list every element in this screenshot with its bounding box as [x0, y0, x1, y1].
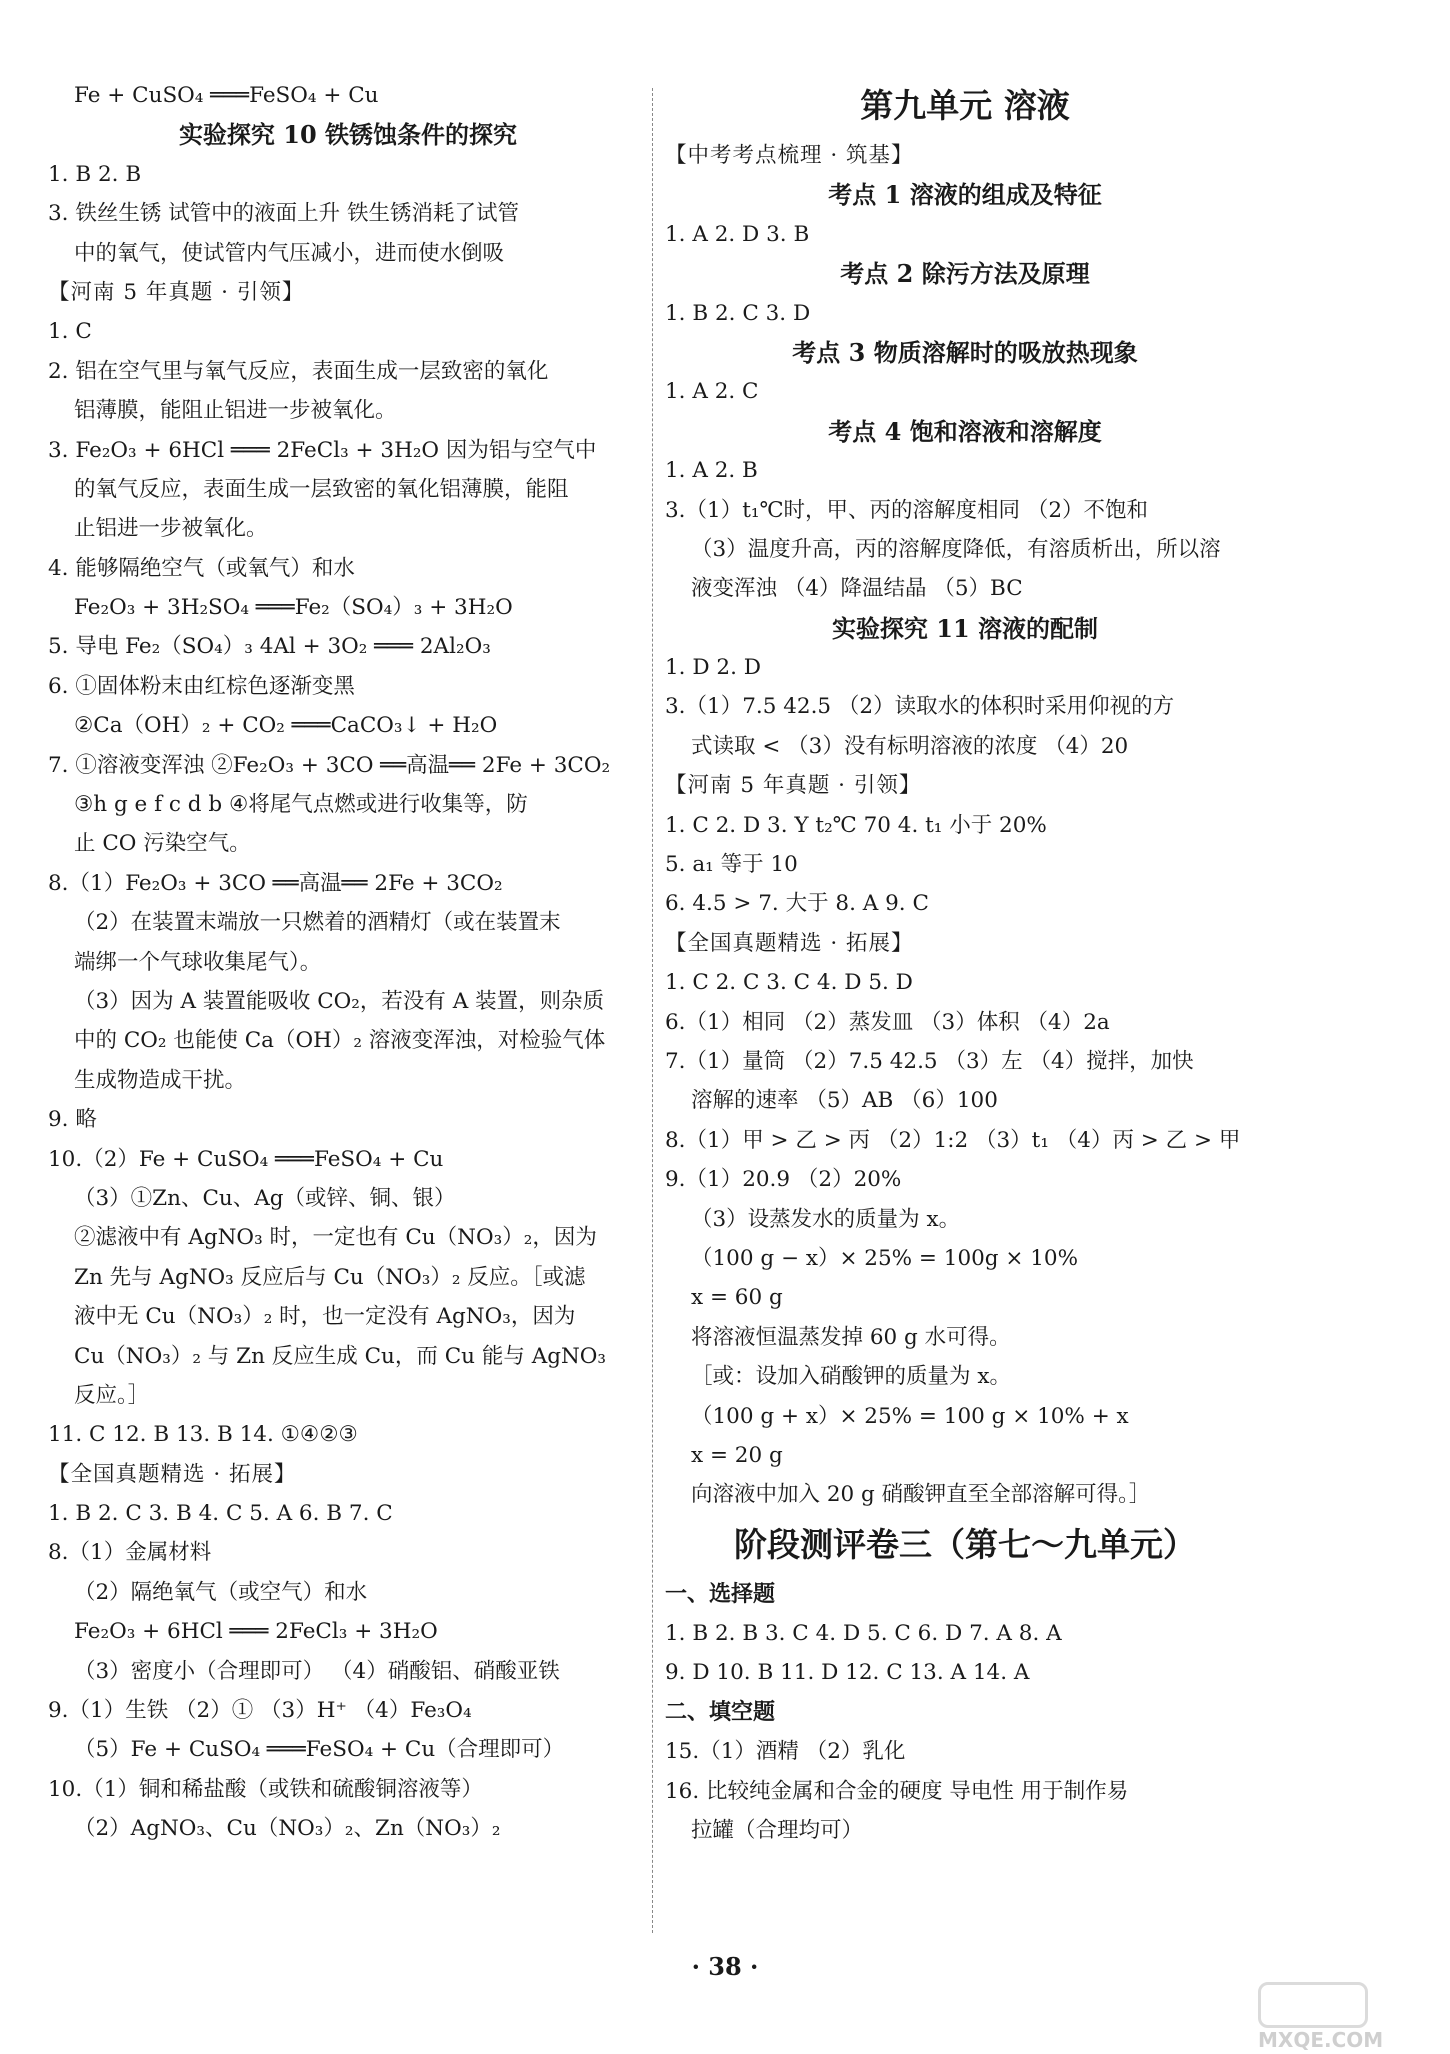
answer-line: 考点 1 溶液的组成及特征: [828, 180, 1102, 210]
answer-line: 1. B 2. C 3. B 4. C 5. A 6. B 7. C: [48, 1501, 393, 1527]
answer-line: 第九单元 溶液: [860, 86, 1070, 125]
answer-line: 溶解的速率 （5）AB （6）100: [691, 1088, 998, 1114]
watermark-text: MXQE.COM: [1258, 2028, 1384, 2052]
answer-line: 【全国真题精选 · 拓展】: [665, 930, 914, 956]
answer-line: 8.（1）金属材料: [48, 1540, 212, 1566]
answer-line: 1. C 2. C 3. C 4. D 5. D: [665, 970, 913, 996]
answer-line: 中的 CO₂ 也能使 Ca（OH）₂ 溶液变浑浊，对检验气体: [74, 1028, 606, 1054]
answer-line: 9. D 10. B 11. D 12. C 13. A 14. A: [665, 1660, 1030, 1686]
answer-line: （3）密度小（合理即可） （4）硝酸铝、硝酸亚铁: [74, 1658, 560, 1684]
answer-line: ②Ca（OH）₂ + CO₂ ═══CaCO₃↓ + H₂O: [74, 713, 498, 739]
answer-line: 4. 能够隔绝空气（或氧气）和水: [48, 555, 355, 581]
answer-line: 3. Fe₂O₃ + 6HCl ═══ 2FeCl₃ + 3H₂O 因为铝与空气中: [48, 437, 597, 463]
answer-line: ②滤液中有 AgNO₃ 时，一定也有 Cu（NO₃）₂，因为: [74, 1225, 597, 1251]
answer-line: 9. 略: [48, 1107, 97, 1133]
answer-line: 止 CO 污染空气。: [74, 831, 251, 857]
answer-line: 6. 4.5 > 7. 大于 8. A 9. C: [665, 891, 929, 917]
answer-line: 1. A 2. D 3. B: [665, 221, 810, 247]
answer-line: 实验探究 10 铁锈蚀条件的探究: [178, 120, 518, 150]
answer-line: 实验探究 11 溶液的配制: [831, 613, 1099, 643]
answer-line: 式读取 < （3）没有标明溶液的浓度 （4）20: [691, 733, 1129, 759]
answer-line: 的氧气反应，表面生成一层致密的氧化铝薄膜，能阻: [74, 476, 569, 502]
answer-line: 15.（1）酒精 （2）乳化: [665, 1739, 906, 1765]
answer-line: 5. a₁ 等于 10: [665, 852, 798, 878]
answer-line: （3）因为 A 装置能吸收 CO₂，若没有 A 装置，则杂质: [74, 988, 605, 1014]
answer-stamp-icon: [1258, 1982, 1368, 2028]
answer-line: 【河南 5 年真题 · 引领】: [665, 773, 922, 799]
left-column: [48, 76, 648, 1849]
answer-line: 中的氧气，使试管内气压减小，进而使水倒吸: [74, 240, 505, 266]
answer-line: 10.（2）Fe + CuSO₄ ═══FeSO₄ + Cu: [48, 1146, 444, 1172]
answer-line: （2）在装置末端放一只燃着的酒精灯（或在装置末: [74, 910, 561, 936]
answer-line: 1. C 2. D 3. Y t₂℃ 70 4. t₁ 小于 20%: [665, 812, 1047, 838]
answer-line: 6. ①固体粉末由红棕色逐渐变黑: [48, 673, 355, 699]
answer-line: 8.（1）甲 > 乙 > 丙 （2）1:2 （3）t₁ （4）丙 > 乙 > 甲: [665, 1127, 1241, 1153]
answer-line: 一、选择题: [665, 1580, 776, 1607]
answer-line: 止铝进一步被氧化。: [74, 516, 268, 542]
answer-line: 铝薄膜，能阻止铝进一步被氧化。: [74, 398, 397, 424]
answer-line: 6.（1）相同 （2）蒸发皿 （3）体积 （4）2a: [665, 1009, 1110, 1035]
answer-line: 【河南 5 年真题 · 引领】: [48, 279, 305, 305]
answer-line: 考点 3 物质溶解时的吸放热现象: [792, 337, 1138, 367]
answer-line: （3）温度升高，丙的溶解度降低，有溶质析出，所以溶: [691, 536, 1221, 562]
answer-line: 10.（1）铜和稀盐酸（或铁和硫酸铜溶液等）: [48, 1776, 483, 1802]
answer-line: ［或：设加入硝酸钾的质量为 x。: [691, 1364, 1011, 1390]
answer-line: 1. B 2. B 3. C 4. D 5. C 6. D 7. A 8. A: [665, 1621, 1062, 1647]
answer-line: （3）设蒸发水的质量为 x。: [691, 1206, 961, 1232]
answer-line: Cu（NO₃）₂ 与 Zn 反应生成 Cu，而 Cu 能与 AgNO₃: [74, 1343, 607, 1369]
answer-line: （3）①Zn、Cu、Ag（或锌、铜、银）: [74, 1185, 456, 1211]
answer-line: 1. B 2. C 3. D: [665, 300, 811, 326]
column-divider: [652, 88, 653, 1933]
answer-line: 考点 4 饱和溶液和溶解度: [828, 416, 1102, 446]
answer-line: 考点 2 除污方法及原理: [840, 259, 1090, 289]
answer-line: 9.（1）生铁 （2）① （3）H⁺ （4）Fe₃O₄: [48, 1698, 472, 1724]
answer-line: 液中无 Cu（NO₃）₂ 时，也一定没有 AgNO₃，因为: [74, 1304, 576, 1330]
answer-line: 生成物造成干扰。: [74, 1067, 247, 1093]
answer-line: （2）AgNO₃、Cu（NO₃）₂、Zn（NO₃）₂: [74, 1816, 501, 1842]
answer-line: 阶段测评卷三（第七～九单元）: [734, 1524, 1196, 1564]
answer-line: Fe + CuSO₄ ═══FeSO₄ + Cu: [74, 83, 379, 108]
answer-line: 3. 铁丝生锈 试管中的液面上升 铁生锈消耗了试管: [48, 201, 520, 227]
answer-line: 3.（1）7.5 42.5 （2）读取水的体积时采用仰视的方: [665, 694, 1175, 720]
answer-line: 二、填空题: [665, 1698, 776, 1725]
answer-line: 7.（1）量筒 （2）7.5 42.5 （3）左 （4）搅拌，加快: [665, 1048, 1194, 1074]
answer-line: 反应。］: [74, 1382, 150, 1408]
answer-line: （2）隔绝氧气（或空气）和水: [74, 1579, 368, 1605]
answer-line: 拉罐（合理均可）: [691, 1818, 864, 1844]
answer-line: x = 60 g: [691, 1285, 783, 1311]
watermark-logo: [1258, 1982, 1438, 2052]
answer-line: Zn 先与 AgNO₃ 反应后与 Cu（NO₃）₂ 反应。［或滤: [74, 1264, 586, 1290]
page-number: · 38 ·: [691, 1952, 759, 1981]
answer-line: ③h g e f c d b ④将尾气点燃或进行收集等，防: [74, 792, 528, 818]
answer-line: 16. 比较纯金属和合金的硬度 导电性 用于制作易: [665, 1778, 1129, 1804]
answer-line: 1. C: [48, 319, 92, 345]
answer-line: （100 g − x）× 25% = 100g × 10%: [691, 1245, 1079, 1271]
answer-line: Fe₂O₃ + 6HCl ═══ 2FeCl₃ + 3H₂O: [74, 1619, 438, 1645]
answer-line: 5. 导电 Fe₂（SO₄）₃ 4Al + 3O₂ ═══ 2Al₂O₃: [48, 634, 491, 660]
answer-line: 1. B 2. B: [48, 161, 142, 187]
answer-line: 9.（1）20.9 （2）20%: [665, 1167, 902, 1193]
answer-line: 11. C 12. B 13. B 14. ①④②③: [48, 1422, 358, 1448]
answer-line: 3.（1）t₁℃时，甲、丙的溶解度相同 （2）不饱和: [665, 497, 1149, 523]
answer-line: 2. 铝在空气里与氧气反应，表面生成一层致密的氧化: [48, 358, 549, 384]
answer-line: 【全国真题精选 · 拓展】: [48, 1461, 297, 1487]
answer-line: 向溶液中加入 20 g 硝酸钾直至全部溶解可得。］: [691, 1482, 1151, 1508]
answer-line: 7. ①溶液变浑浊 ②Fe₂O₃ + 3CO ══高温══ 2Fe + 3CO₂: [48, 752, 611, 778]
answer-line: x = 20 g: [691, 1442, 783, 1468]
answer-line: 8.（1）Fe₂O₃ + 3CO ══高温══ 2Fe + 3CO₂: [48, 870, 503, 896]
answer-line: 1. D 2. D: [665, 655, 762, 681]
answer-line: 1. A 2. B: [665, 458, 758, 484]
answer-line: 端绑一个气球收集尾气）。: [74, 949, 322, 975]
answer-line: Fe₂O₃ + 3H₂SO₄ ═══Fe₂（SO₄）₃ + 3H₂O: [74, 595, 513, 621]
answer-line: 将溶液恒温蒸发掉 60 g 水可得。: [691, 1324, 1011, 1350]
answer-line: 液变浑浊 （4）降温结晶 （5）BC: [691, 576, 1023, 602]
answer-line: 1. A 2. C: [665, 379, 759, 405]
answer-line: （100 g + x）× 25% = 100 g × 10% + x: [691, 1403, 1129, 1429]
answer-line: 【中考考点梳理 · 筑基】: [665, 143, 914, 168]
answer-line: （5）Fe + CuSO₄ ═══FeSO₄ + Cu（合理即可）: [74, 1737, 565, 1763]
right-column: [665, 76, 1265, 1850]
